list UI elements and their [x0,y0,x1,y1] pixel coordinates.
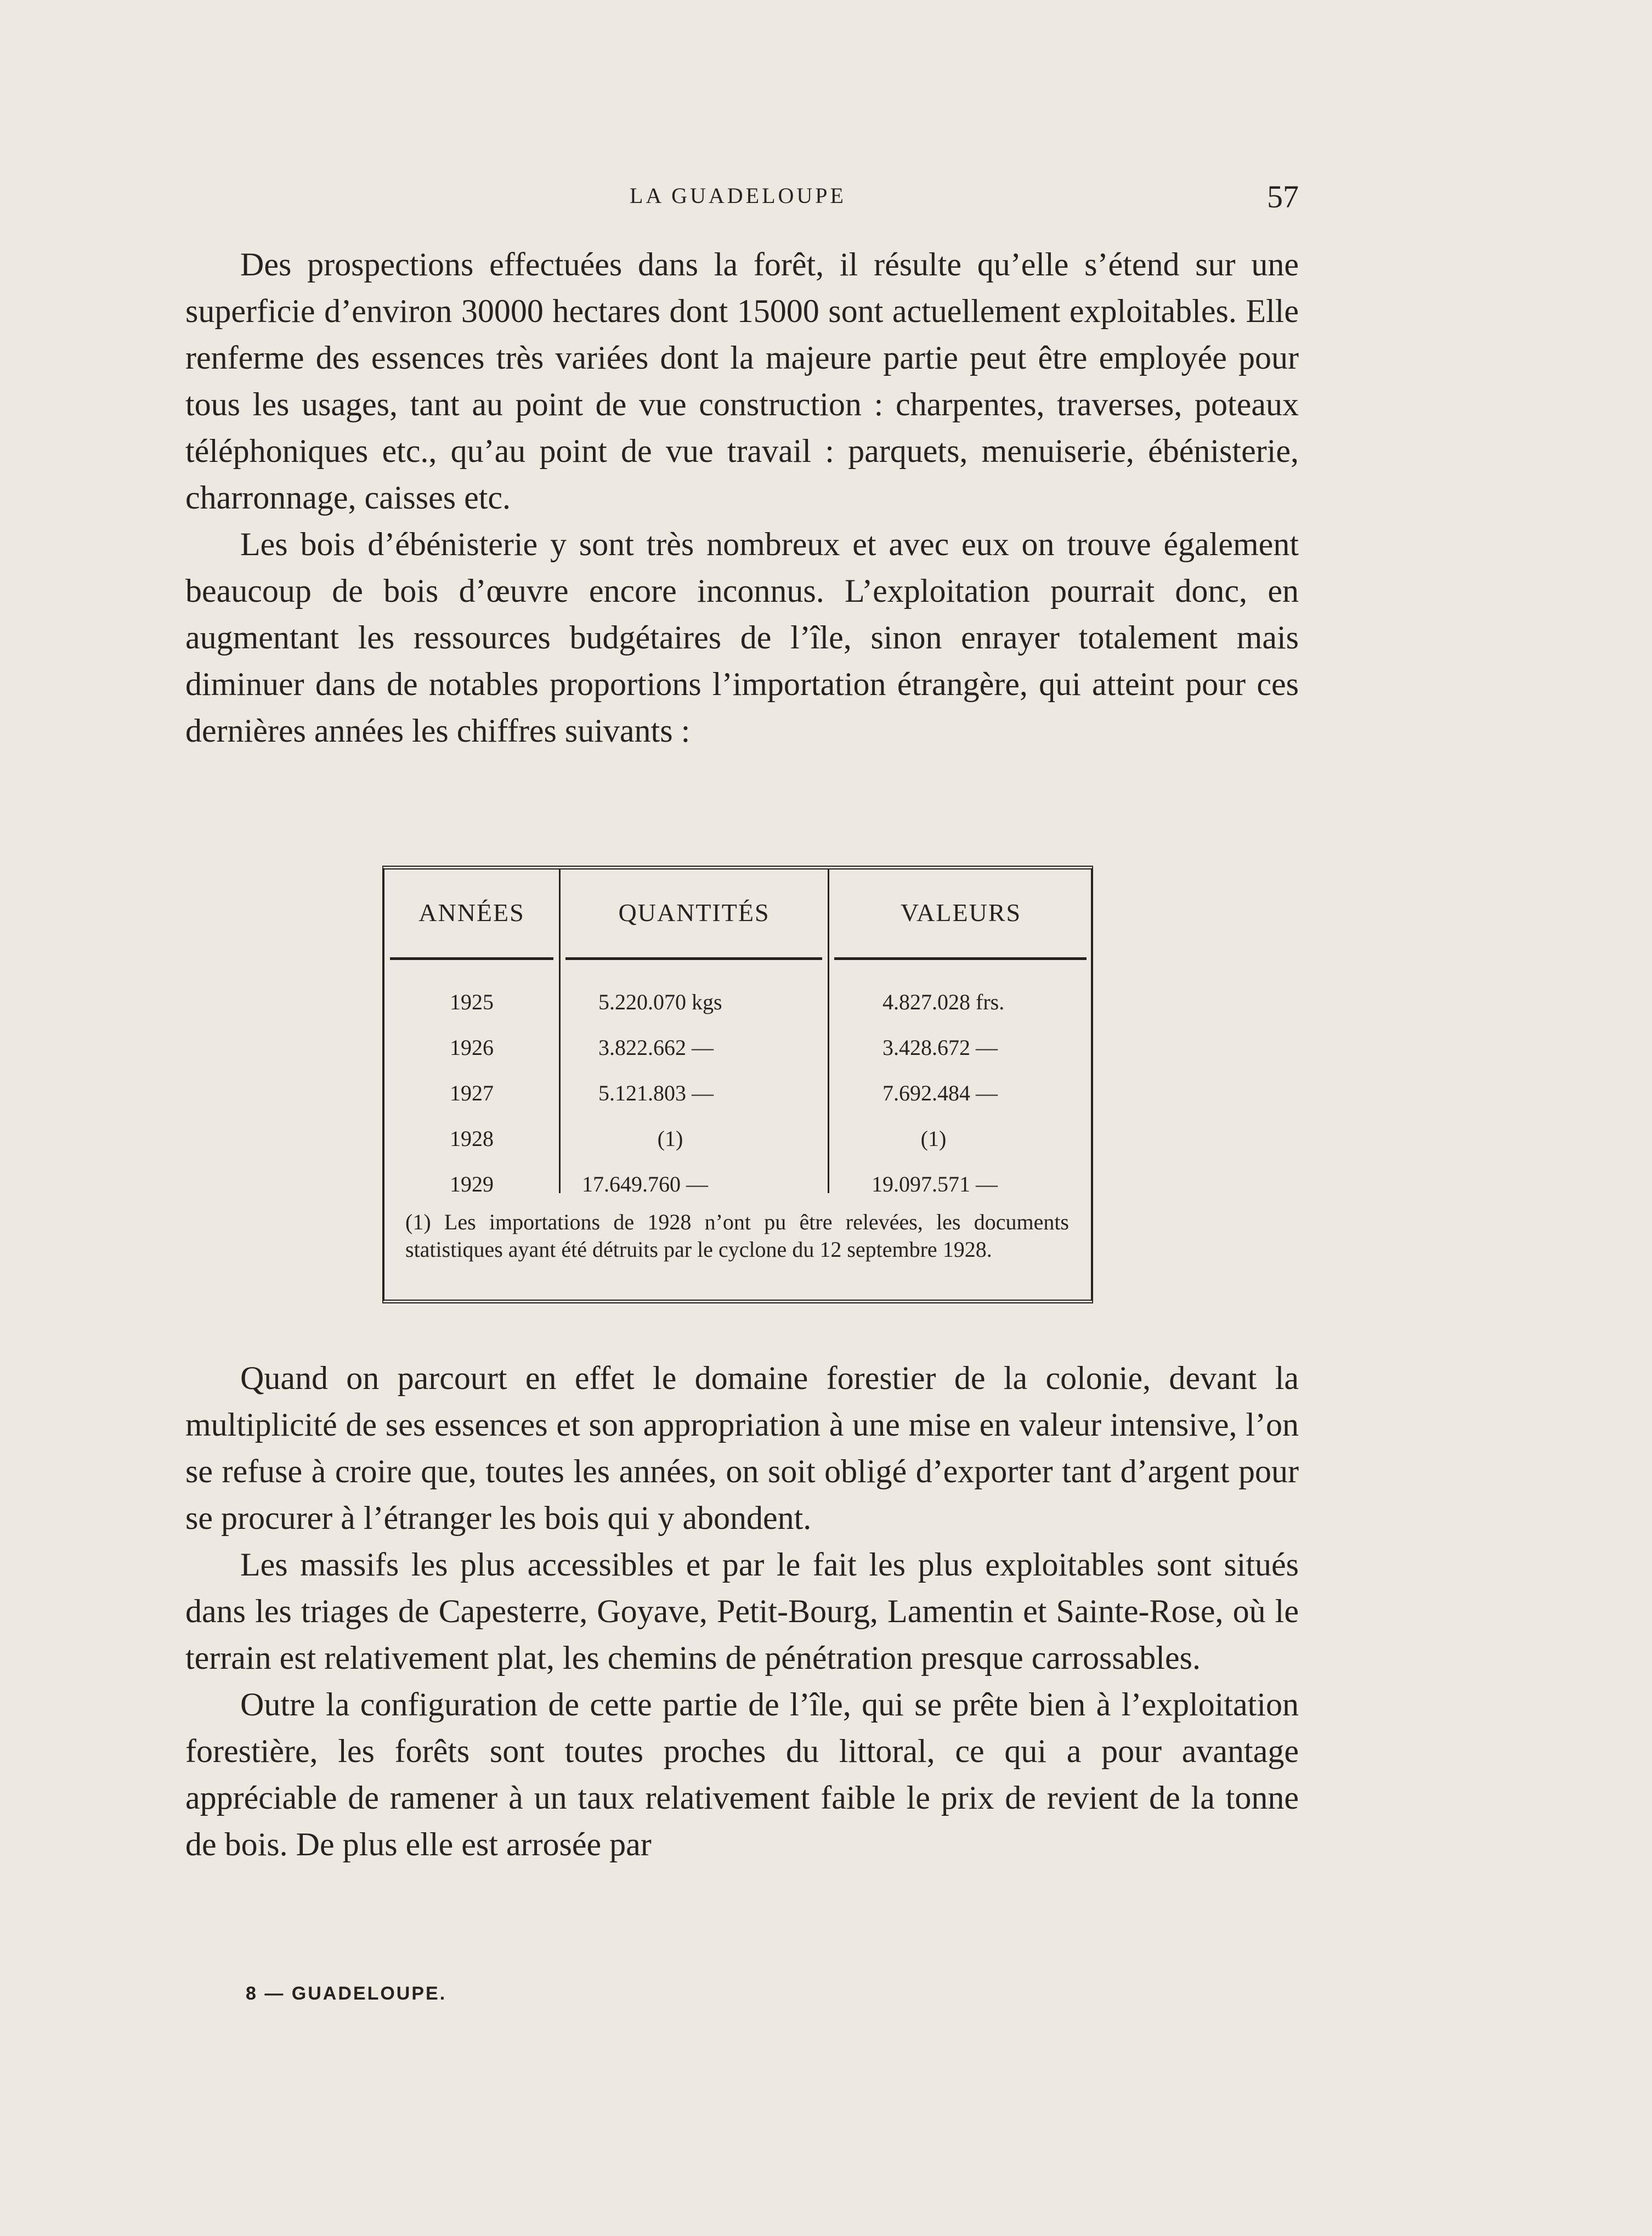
paragraph: Les bois d’ébénisterie y sont très nombreux et avec eux on trouve également beaucoup de bois d’œuvre encore inconnus. L’exploitation pourrait donc, en augmentant les ressources budgétaires de l’île, sinon enrayer totalement mais diminuer dans de notables proportions l’importation étrangère, qui atteint pour ces dernières années les chiffres suivants : [185,526,1299,749]
year-cell: 1925 [450,990,494,1014]
header-rule [565,957,822,960]
header-rule [834,957,1087,960]
value-cell: 7.692.484 — [882,1081,998,1105]
quantity-cell: 3.822.662 — [598,1035,714,1060]
table-row [384,989,1091,1035]
year-cell: 1926 [450,1035,494,1060]
body-text-bottom [185,1355,1299,1868]
value-cell: 19.097.571 — [872,1172,998,1196]
signature-mark: 8 — GUADELOUPE. [246,1983,447,2004]
table-row [384,1080,1091,1126]
header-rule [390,957,553,960]
year-cell: 1927 [450,1081,494,1105]
paragraph: Outre la configuration de cette partie de l’île, qui se prête bien à l’exploitation forestière, les forêts sont toutes proches du littoral, ce qui a pour avantage appréciable de ramener à un taux relativement faible le prix de revient de la tonne de bois. De plus elle est arrosée par [185,1686,1299,1862]
paragraph: Des prospections effectuées dans la forêt, il résulte qu’elle s’étend sur une superficie d’environ 30000 hectares dont 15000 sont actuellement exploitables. Elle renferme des essences très variées dont la majeure partie peut être employée pour tous les usages, tant au point de vue construction : charpentes, traverses, poteaux téléphoniques etc., qu’au point de vue travail : parquets, menuiserie, ébénisterie, charronnage, caisses etc. [185,246,1299,516]
running-head [185,178,1299,222]
header-years: ANNÉES [418,899,525,927]
running-title: LA GUADELOUPE [630,183,846,208]
header-values: VALEURS [900,899,1022,927]
year-cell: 1929 [450,1172,494,1196]
quantity-cell: (1) [657,1126,683,1151]
table-row [384,1126,1091,1171]
value-cell: (1) [920,1126,947,1151]
table-row [384,1035,1091,1080]
quantity-cell: 5.220.070 kgs [598,990,722,1014]
page-number: 57 [1267,179,1299,214]
import-table [382,866,1093,1303]
table-body [384,989,1091,1217]
quantity-cell: 17.649.760 — [582,1172,708,1196]
header-quantities: QUANTITÉS [618,899,770,927]
value-cell: 3.428.672 — [882,1035,998,1060]
year-cell: 1928 [450,1126,494,1151]
body-text-top [185,241,1299,754]
table-footnote: (1) Les importations de 1928 n’ont pu être relevées, les documents statistiques ayant été détruits par le cyclone du 12 septembre 1928. [405,1210,1069,1262]
paragraph: Quand on parcourt en effet le domaine forestier de la colonie, devant la multiplicité de ses essences et son appropriation à une mise en valeur intensive, l’on se refuse à croire que, toutes les années, on soit obligé d’exporter tant d’argent pour se procurer à l’étranger les bois qui y abondent. [185,1360,1299,1536]
value-cell: 4.827.028 frs. [882,990,1005,1014]
paragraph: Les massifs les plus accessibles et par le fait les plus exploitables sont situés dans les triages de Capesterre, Goyave, Petit-Bourg, Lamentin et Sainte-Rose, où le terrain est relativement plat, les chemins de pénétration presque carrossables. [185,1546,1299,1676]
quantity-cell: 5.121.803 — [598,1081,714,1105]
